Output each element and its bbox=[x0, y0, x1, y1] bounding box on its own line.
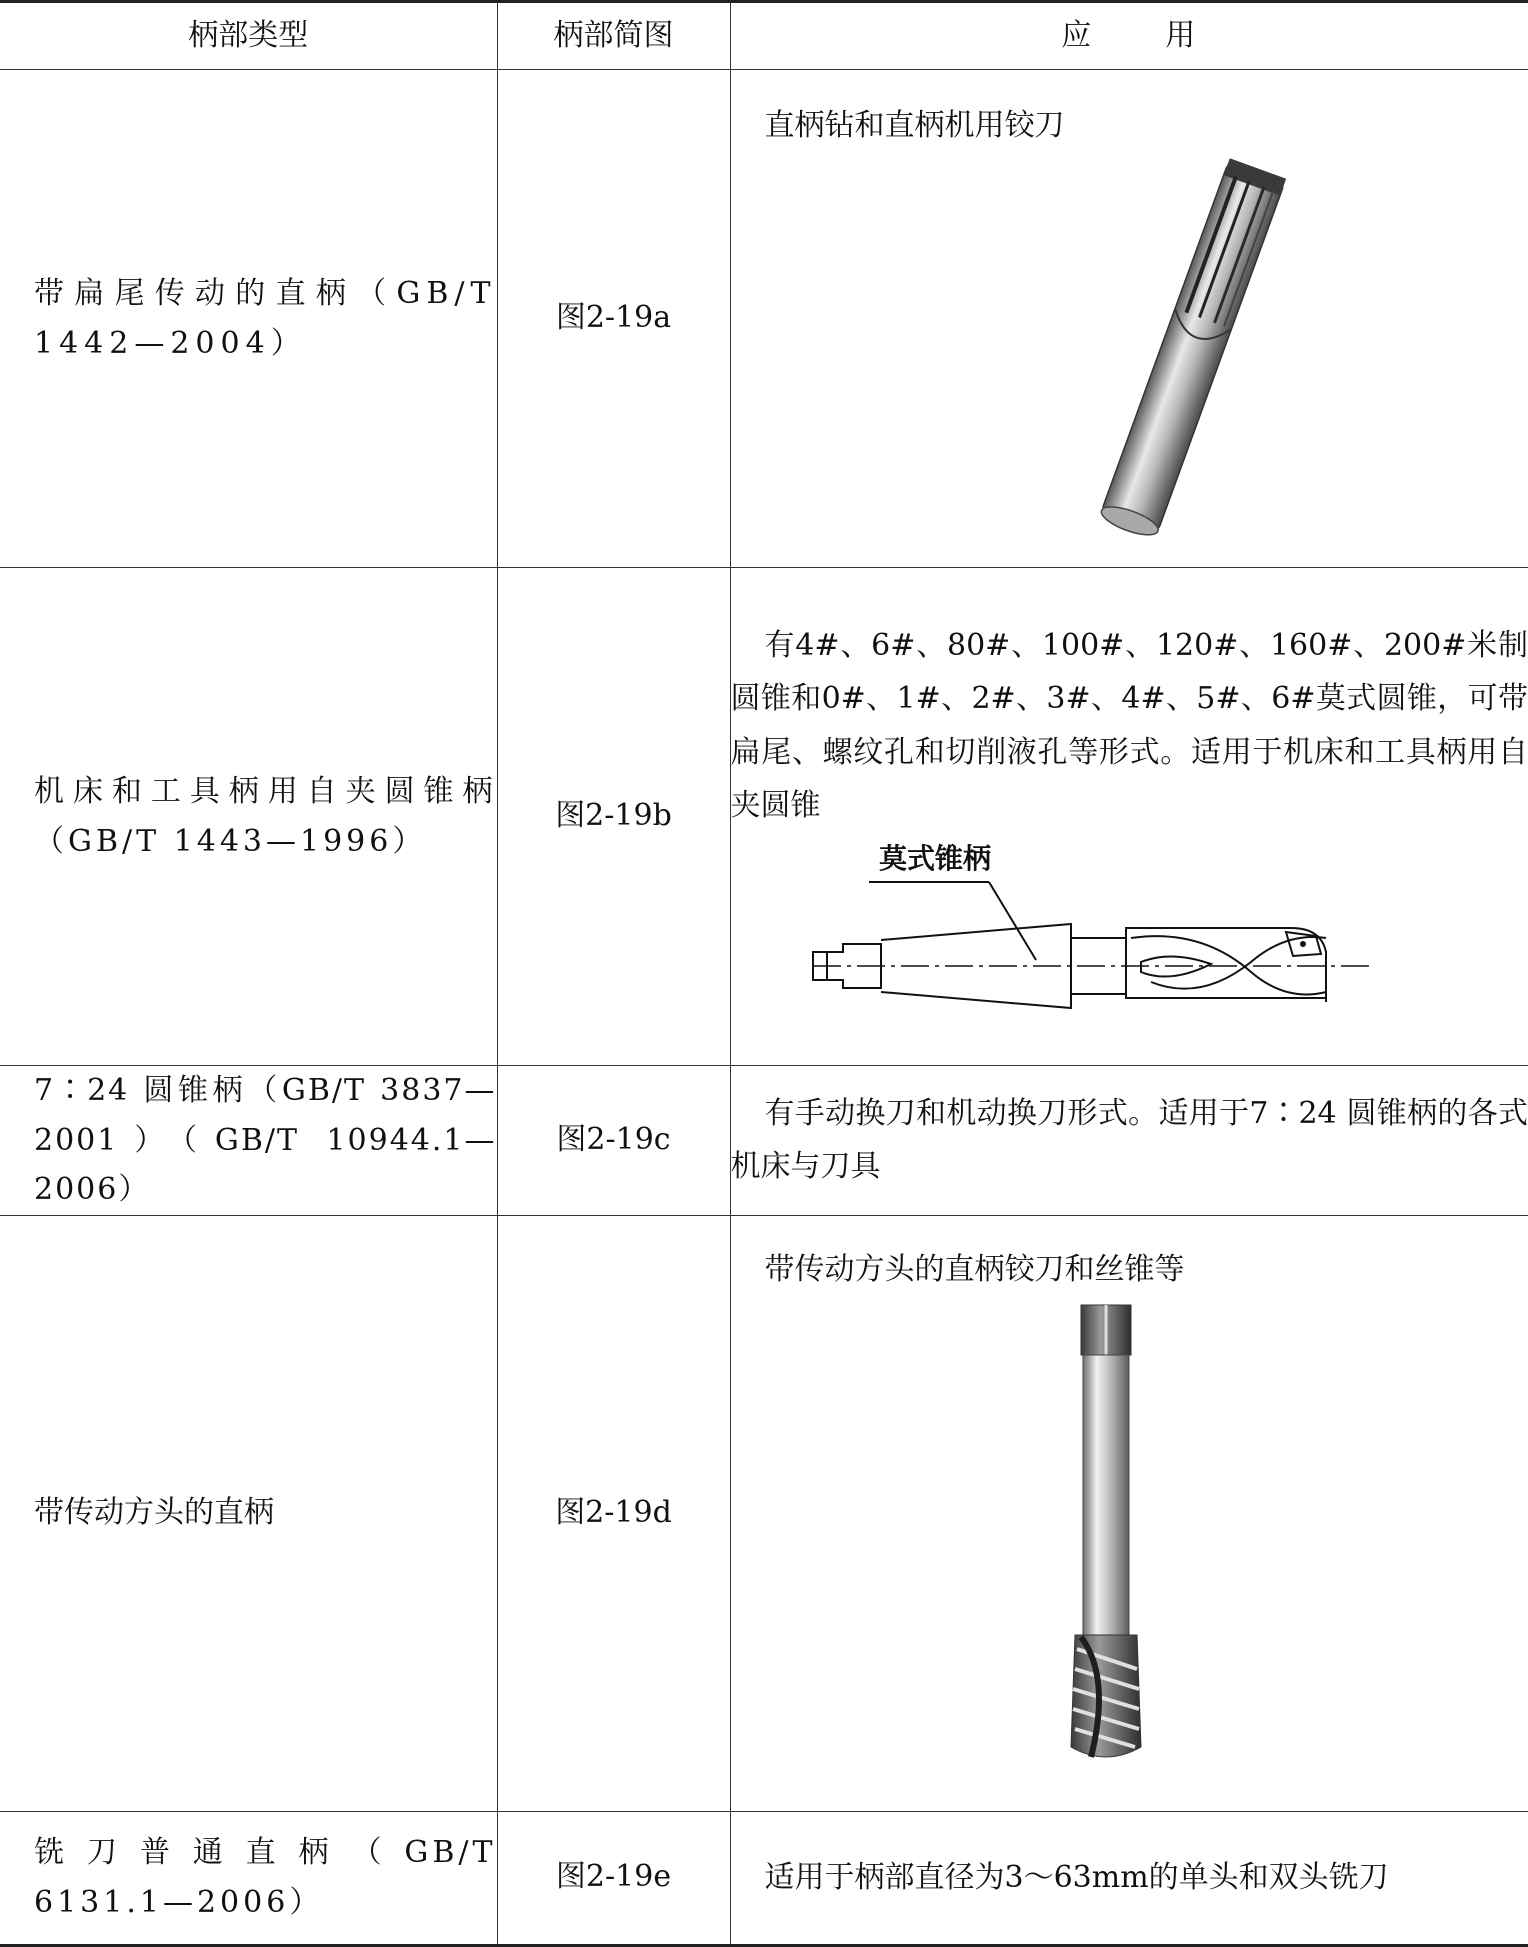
application-text: 带传动方头的直柄铰刀和丝锥等 bbox=[731, 1243, 1528, 1296]
header-application bbox=[730, 2, 1528, 70]
application-cell bbox=[730, 1215, 1528, 1811]
header-shank-diagram: 柄部简图 bbox=[497, 2, 730, 70]
shank-type-text: 带传动方头的直柄 bbox=[0, 1488, 497, 1538]
table-row bbox=[0, 568, 1528, 1066]
table-row bbox=[0, 70, 1528, 568]
square-drive-tap-image bbox=[731, 1297, 1511, 1797]
header-application-char-2: 用 bbox=[1165, 18, 1197, 53]
application-cell bbox=[730, 1066, 1528, 1216]
header-application-char-1: 应 bbox=[1061, 18, 1093, 53]
application-cell bbox=[730, 70, 1528, 568]
diagram-label: 莫式锥柄 bbox=[879, 842, 991, 875]
application-text: 适用于柄部直径为3～63mm的单头和双头铣刀 bbox=[731, 1851, 1528, 1904]
shank-type-cell bbox=[0, 1066, 497, 1216]
shank-type-cell bbox=[0, 70, 497, 568]
table-row bbox=[0, 1066, 1528, 1216]
figure-ref-cell: 图2-19d bbox=[497, 1215, 730, 1811]
shank-type-cell bbox=[0, 1215, 497, 1811]
straight-shank-reamer-image bbox=[731, 152, 1511, 552]
shank-type-text: 7∶24 圆锥柄（GB/T 3837—2001）（GB/T 10944.1—2006） bbox=[0, 1066, 497, 1215]
shank-type-cell bbox=[0, 568, 497, 1066]
shank-type-text: 带扁尾传动的直柄（GB/T 1442—2004） bbox=[0, 269, 497, 368]
morse-taper-shank-drawing bbox=[731, 832, 1511, 1032]
header-shank-type: 柄部类型 bbox=[0, 2, 497, 70]
application-text: 有手动换刀和机动换刀形式。适用于7∶24 圆锥柄的各式机床与刀具 bbox=[731, 1087, 1528, 1194]
application-cell bbox=[730, 568, 1528, 1066]
figure-ref-cell: 图2-19b bbox=[497, 568, 730, 1066]
figure-ref-cell: 图2-19c bbox=[497, 1066, 730, 1216]
figure-ref-cell: 图2-19a bbox=[497, 70, 730, 568]
application-text: 有4#、6#、80#、100#、120#、160#、200#米制圆锥和0#、1#、2#、3#、4#、5#、6#莫式圆锥，可带扁尾、螺纹孔和切削液孔等形式。适用于机床和工具柄用自夹圆锥 bbox=[731, 619, 1528, 833]
application-text: 直柄钻和直柄机用铰刀 bbox=[731, 99, 1528, 152]
shank-type-text: 机床和工具柄用自夹圆锥柄（GB/T 1443—1996） bbox=[0, 767, 497, 866]
table-row bbox=[0, 1215, 1528, 1811]
figure-ref-cell: 图2-19e bbox=[497, 1811, 730, 1945]
header-row bbox=[0, 2, 1528, 70]
shank-type-text: 铣刀普通直柄（GB/T 6131.1—2006） bbox=[0, 1828, 497, 1927]
